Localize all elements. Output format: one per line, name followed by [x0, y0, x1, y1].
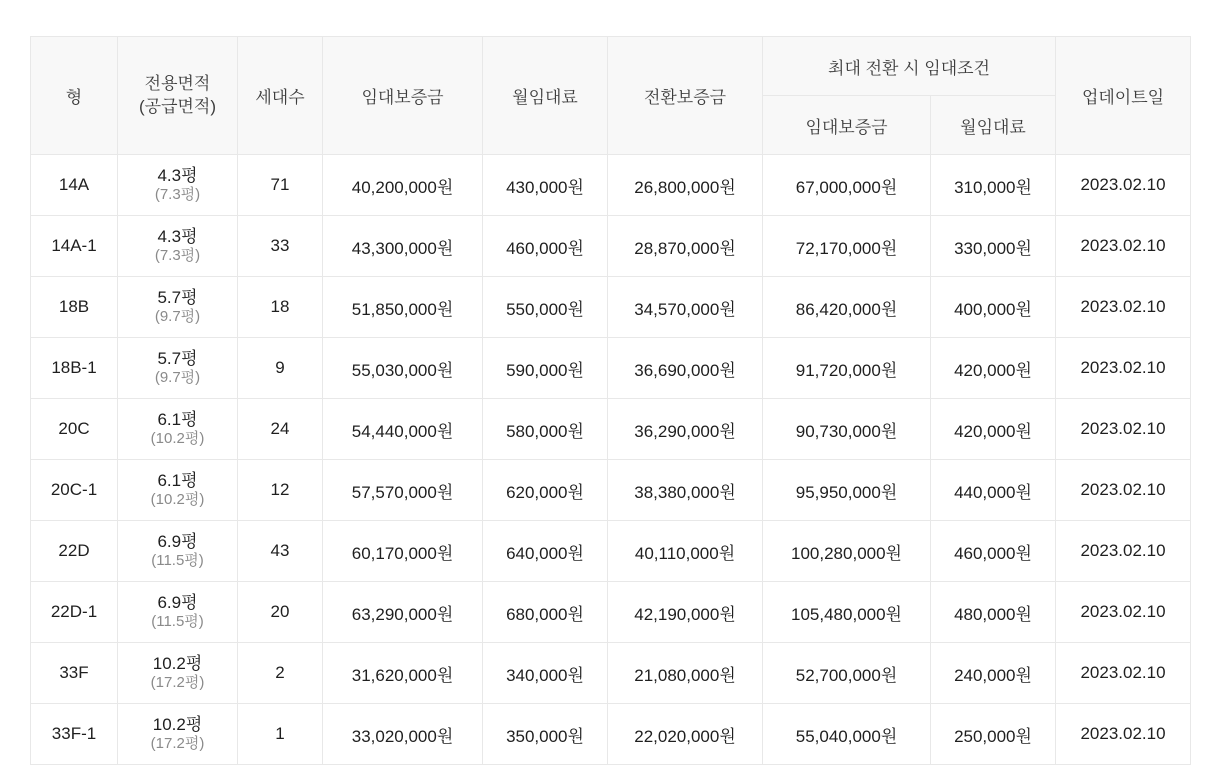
cell-area-exclusive: 6.1평	[157, 410, 198, 429]
cell-conversion-deposit: 36,690,000원	[608, 338, 763, 399]
cell-conversion-deposit: 22,020,000원	[608, 704, 763, 765]
table-row	[31, 399, 1191, 460]
cell-area-exclusive: 6.9평	[157, 532, 198, 551]
cell-type: 14A-1	[31, 216, 118, 277]
header-deposit: 임대보증금	[323, 37, 483, 155]
cell-monthly-rent: 620,000원	[483, 460, 608, 521]
cell-monthly-rent: 580,000원	[483, 399, 608, 460]
cell-max-monthly-rent: 250,000원	[931, 704, 1056, 765]
cell-type: 22D-1	[31, 582, 118, 643]
cell-area	[118, 338, 238, 399]
cell-max-monthly-rent: 460,000원	[931, 521, 1056, 582]
cell-updated: 2023.02.10	[1056, 582, 1191, 643]
cell-conversion-deposit: 36,290,000원	[608, 399, 763, 460]
cell-updated: 2023.02.10	[1056, 399, 1191, 460]
cell-area	[118, 643, 238, 704]
cell-monthly-rent: 460,000원	[483, 216, 608, 277]
header-updated: 업데이트일	[1056, 37, 1191, 155]
cell-deposit: 54,440,000원	[323, 399, 483, 460]
cell-households: 12	[238, 460, 323, 521]
cell-type: 22D	[31, 521, 118, 582]
cell-max-deposit: 90,730,000원	[763, 399, 931, 460]
table-row	[31, 460, 1191, 521]
cell-households: 9	[238, 338, 323, 399]
header-households: 세대수	[238, 37, 323, 155]
cell-updated: 2023.02.10	[1056, 521, 1191, 582]
cell-area	[118, 277, 238, 338]
cell-area-exclusive: 4.3평	[157, 227, 198, 246]
cell-conversion-deposit: 26,800,000원	[608, 155, 763, 216]
rental-pricing-table-wrap	[30, 36, 1190, 765]
header-area-line2: (공급면적)	[138, 96, 216, 116]
cell-max-deposit: 67,000,000원	[763, 155, 931, 216]
header-max-monthly-rent: 월임대료	[931, 96, 1056, 155]
table-row	[31, 704, 1191, 765]
cell-deposit: 60,170,000원	[323, 521, 483, 582]
cell-deposit: 55,030,000원	[323, 338, 483, 399]
cell-max-deposit: 91,720,000원	[763, 338, 931, 399]
cell-type: 14A	[31, 155, 118, 216]
cell-households: 43	[238, 521, 323, 582]
cell-monthly-rent: 340,000원	[483, 643, 608, 704]
cell-area-supply: (10.2평)	[150, 491, 205, 509]
header-area	[118, 37, 238, 155]
cell-monthly-rent: 590,000원	[483, 338, 608, 399]
cell-area-supply: (17.2평)	[150, 674, 205, 692]
cell-type: 20C	[31, 399, 118, 460]
cell-updated: 2023.02.10	[1056, 216, 1191, 277]
cell-updated: 2023.02.10	[1056, 277, 1191, 338]
header-max-deposit: 임대보증금	[763, 96, 931, 155]
cell-deposit: 57,570,000원	[323, 460, 483, 521]
cell-conversion-deposit: 28,870,000원	[608, 216, 763, 277]
cell-max-monthly-rent: 480,000원	[931, 582, 1056, 643]
cell-area-supply: (11.5평)	[151, 552, 204, 570]
cell-area	[118, 399, 238, 460]
cell-updated: 2023.02.10	[1056, 643, 1191, 704]
cell-households: 20	[238, 582, 323, 643]
cell-max-monthly-rent: 400,000원	[931, 277, 1056, 338]
cell-area-exclusive: 10.2평	[152, 654, 203, 673]
cell-conversion-deposit: 42,190,000원	[608, 582, 763, 643]
cell-monthly-rent: 350,000원	[483, 704, 608, 765]
cell-conversion-deposit: 40,110,000원	[608, 521, 763, 582]
cell-conversion-deposit: 21,080,000원	[608, 643, 763, 704]
cell-max-monthly-rent: 420,000원	[931, 399, 1056, 460]
cell-area-exclusive: 5.7평	[157, 288, 198, 307]
cell-max-deposit: 72,170,000원	[763, 216, 931, 277]
cell-households: 33	[238, 216, 323, 277]
table-row	[31, 582, 1191, 643]
cell-max-monthly-rent: 330,000원	[931, 216, 1056, 277]
cell-max-deposit: 100,280,000원	[763, 521, 931, 582]
header-max-conversion-group: 최대 전환 시 임대조건	[763, 37, 1056, 96]
cell-area-supply: (7.3평)	[154, 247, 201, 265]
cell-updated: 2023.02.10	[1056, 704, 1191, 765]
header-monthly-rent: 월임대료	[483, 37, 608, 155]
table-row	[31, 521, 1191, 582]
table-header	[31, 37, 1191, 155]
table-row	[31, 277, 1191, 338]
cell-area-supply: (11.5평)	[151, 613, 204, 631]
cell-max-deposit: 105,480,000원	[763, 582, 931, 643]
cell-area-supply: (9.7평)	[154, 308, 201, 326]
cell-monthly-rent: 680,000원	[483, 582, 608, 643]
cell-area-supply: (9.7평)	[154, 369, 201, 387]
cell-monthly-rent: 640,000원	[483, 521, 608, 582]
table-row	[31, 155, 1191, 216]
cell-area-supply: (7.3평)	[154, 186, 201, 204]
header-conversion-deposit: 전환보증금	[608, 37, 763, 155]
rental-pricing-table	[30, 36, 1191, 765]
cell-area	[118, 521, 238, 582]
cell-max-deposit: 95,950,000원	[763, 460, 931, 521]
cell-area	[118, 460, 238, 521]
cell-area	[118, 704, 238, 765]
table-row	[31, 216, 1191, 277]
cell-deposit: 31,620,000원	[323, 643, 483, 704]
cell-area-exclusive: 4.3평	[157, 166, 198, 185]
cell-updated: 2023.02.10	[1056, 338, 1191, 399]
cell-deposit: 33,020,000원	[323, 704, 483, 765]
cell-max-monthly-rent: 240,000원	[931, 643, 1056, 704]
cell-deposit: 63,290,000원	[323, 582, 483, 643]
header-type: 형	[31, 37, 118, 155]
cell-area	[118, 216, 238, 277]
cell-area-supply: (17.2평)	[150, 735, 205, 753]
cell-deposit: 40,200,000원	[323, 155, 483, 216]
cell-area-exclusive: 6.9평	[157, 593, 198, 612]
cell-max-monthly-rent: 440,000원	[931, 460, 1056, 521]
cell-type: 33F-1	[31, 704, 118, 765]
cell-monthly-rent: 430,000원	[483, 155, 608, 216]
cell-deposit: 51,850,000원	[323, 277, 483, 338]
cell-monthly-rent: 550,000원	[483, 277, 608, 338]
cell-max-deposit: 52,700,000원	[763, 643, 931, 704]
header-area-line1: 전용면적	[144, 74, 211, 94]
cell-area	[118, 155, 238, 216]
table-row	[31, 643, 1191, 704]
cell-updated: 2023.02.10	[1056, 155, 1191, 216]
cell-area-exclusive: 5.7평	[157, 349, 198, 368]
cell-type: 18B-1	[31, 338, 118, 399]
cell-area	[118, 582, 238, 643]
cell-area-supply: (10.2평)	[150, 430, 205, 448]
cell-conversion-deposit: 38,380,000원	[608, 460, 763, 521]
table-row	[31, 338, 1191, 399]
cell-type: 33F	[31, 643, 118, 704]
cell-type: 18B	[31, 277, 118, 338]
table-body	[31, 155, 1191, 765]
cell-max-monthly-rent: 420,000원	[931, 338, 1056, 399]
cell-updated: 2023.02.10	[1056, 460, 1191, 521]
cell-type: 20C-1	[31, 460, 118, 521]
cell-households: 1	[238, 704, 323, 765]
cell-max-deposit: 86,420,000원	[763, 277, 931, 338]
cell-max-monthly-rent: 310,000원	[931, 155, 1056, 216]
cell-households: 18	[238, 277, 323, 338]
cell-deposit: 43,300,000원	[323, 216, 483, 277]
cell-households: 2	[238, 643, 323, 704]
cell-max-deposit: 55,040,000원	[763, 704, 931, 765]
cell-conversion-deposit: 34,570,000원	[608, 277, 763, 338]
cell-area-exclusive: 6.1평	[157, 471, 198, 490]
cell-area-exclusive: 10.2평	[152, 715, 203, 734]
cell-households: 24	[238, 399, 323, 460]
cell-households: 71	[238, 155, 323, 216]
